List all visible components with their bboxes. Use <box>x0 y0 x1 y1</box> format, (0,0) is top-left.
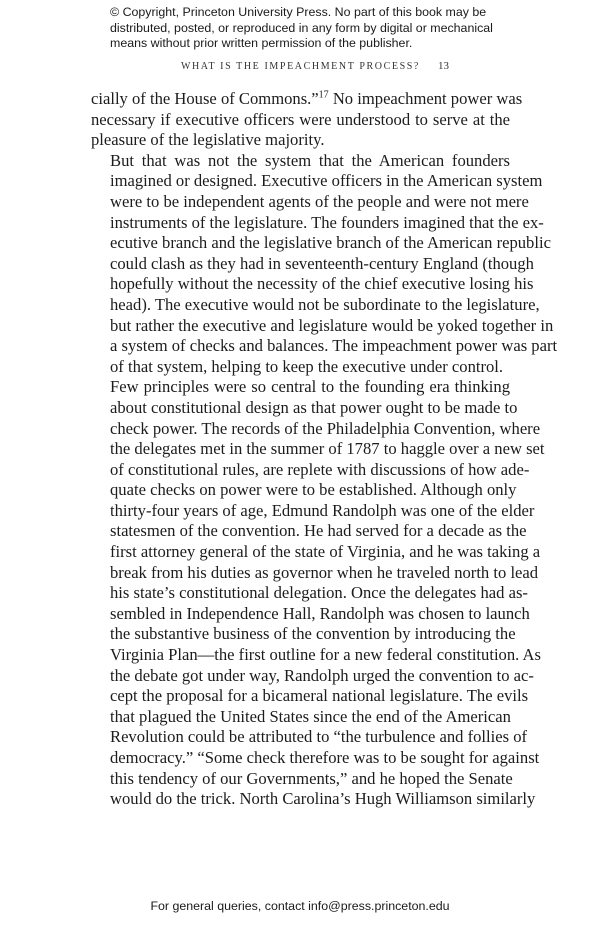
text-line: pleasure of the legislative majority. <box>91 130 325 150</box>
paragraph-2 <box>91 150 558 378</box>
text-line: Virginia Plan—the first outline for a new federal constitution. As <box>110 645 541 665</box>
text-line: quate checks on power were to be established. Although only <box>110 480 517 500</box>
text-line: Few principles were so central to the founding era thinking <box>110 377 510 397</box>
text-line: democracy.” “Some check therefore was to be sought for against <box>110 748 540 767</box>
text-line: the delegates met in the summer of 1787 to haggle over a new set <box>110 439 545 459</box>
paragraph-3 <box>91 377 545 809</box>
text-line: first attorney general of the state of Virginia, and he was taking a <box>110 542 541 562</box>
text-line: Revolution could be attributed to “the turbulence and follies of <box>110 727 528 747</box>
text-line: of constitutional rules, are replete with discussions of how ade- <box>110 459 530 479</box>
running-head <box>0 60 600 72</box>
text-line-segment: cially of the House of Commons.” <box>91 89 319 108</box>
running-head-title: WHAT IS THE IMPEACHMENT PROCESS? <box>180 61 420 72</box>
page-number: 13 <box>438 60 450 72</box>
footnote-ref[interactable]: 17 <box>318 89 329 101</box>
text-line: check power. The records of the Philadelphia Convention, where <box>110 418 541 438</box>
text-line: about constitutional design as that power ought to be made to <box>110 397 518 417</box>
text-line: ecutive branch and the legislative branch of the American republic <box>110 233 551 253</box>
text-line: thirty-four years of age, Edmund Randolph was one of the elder <box>110 500 535 520</box>
text-line: could clash as they had in seventeenth-century England (though <box>110 253 534 273</box>
text-line: this tendency of our Governments,” and he hoped the Senate <box>110 768 513 788</box>
text-line: the substantive business of the convention by introducing the <box>110 624 516 644</box>
text-line: but rather the executive and legislature would be yoked together in <box>110 315 554 335</box>
text-line: But that was not the system that the American founders <box>110 150 510 170</box>
copyright-line: © Copyright, Princeton University Press. No part of this book may be <box>110 5 487 19</box>
footer-contact: For general queries, contact info@press.princeton.edu <box>150 899 450 913</box>
text-line: of that system, helping to keep the executive under control. <box>110 356 504 376</box>
text-line: imagined or designed. Executive officers in the American system <box>110 171 543 191</box>
copyright-line: distributed, posted, or reproduced in any form by digital or mechanical <box>110 20 493 35</box>
text-line-segment: No impeachment power was <box>328 89 523 108</box>
copyright-notice <box>110 5 510 52</box>
text-line: statesmen of the convention. He had served for a decade as the <box>110 521 527 541</box>
text-line: necessary if executive officers were understood to serve at the <box>91 109 510 129</box>
text-line: head). The executive would not be subordinate to the legislature, <box>110 294 540 314</box>
copyright-line: means without prior written permission of the publisher. <box>110 36 413 50</box>
text-line: his state’s constitutional delegation. Once the delegates had as- <box>110 583 528 603</box>
text-line: would do the trick. North Carolina’s Hugh Williamson similarly <box>110 789 536 809</box>
text-line: hopefully without the necessity of the chief executive losing his <box>110 274 534 294</box>
text-line: instruments of the legislature. The founders imagined that the ex- <box>110 212 544 232</box>
text-line: that plagued the United States since the end of the American <box>110 706 511 726</box>
text-line: cept the proposal for a bicameral national legislature. The evils <box>110 686 529 706</box>
text-line: break from his duties as governor when he traveled north to lead <box>110 562 539 582</box>
paragraph-1 <box>91 89 523 151</box>
text-line <box>91 89 523 110</box>
text-line: were to be independent agents of the people and were not mere <box>110 191 529 211</box>
text-line: a system of checks and balances. The impeachment power was part <box>110 336 558 356</box>
body-text <box>91 89 558 810</box>
text-line: sembled in Independence Hall, Randolph was chosen to launch <box>110 603 530 623</box>
text-line: the debate got under way, Randolph urged the convention to ac- <box>110 665 534 685</box>
